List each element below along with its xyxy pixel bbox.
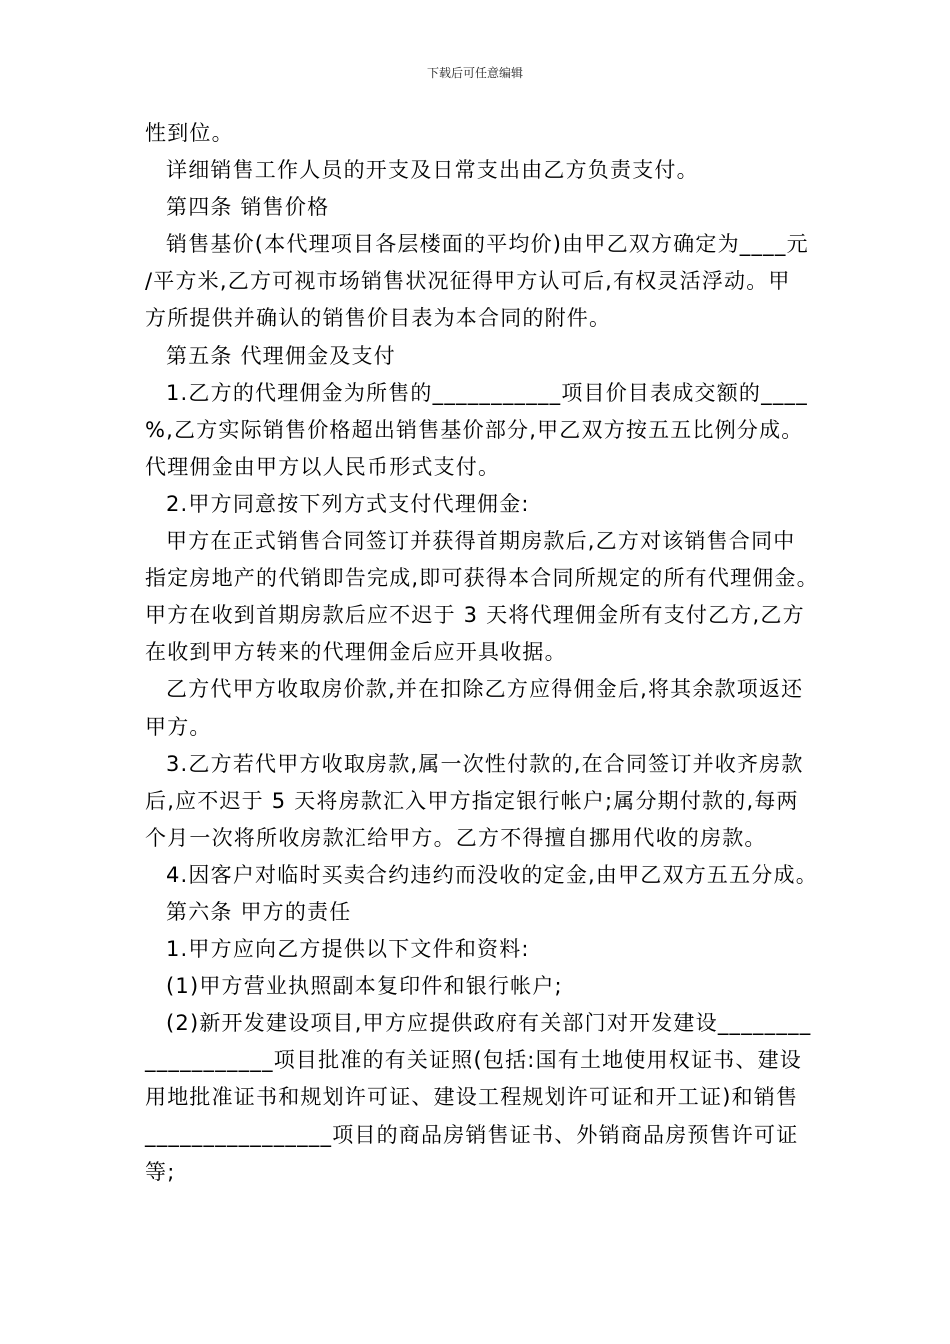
text-line: 在收到甲方转来的代理佣金后应开具收据。 — [145, 640, 567, 665]
text-line: 方所提供并确认的销售价目表为本合同的附件。 — [145, 306, 612, 331]
text-line: 用地批准证书和规划许可证、建设工程规划许可证和开工证)和销售 — [145, 1085, 799, 1110]
text-line: /平方米,乙方可视市场销售状况征得甲方认可后,有权灵活浮动。甲 — [145, 269, 791, 294]
text-line: 1.乙方的代理佣金为所售的___________项目价目表成交额的____ — [166, 380, 808, 405]
text-line: 甲方。 — [145, 714, 212, 739]
text-line: 指定房地产的代销即告完成,即可获得本合同所规定的所有代理佣金。 — [145, 566, 819, 591]
text-line: 4.因客户对临时买卖合约违约而没收的定金,由甲乙双方五五分成。 — [166, 862, 818, 887]
text-line: 后,应不迟于 5 天将房款汇入甲方指定银行帐户;属分期付款的,每两 — [145, 788, 799, 813]
text-line: 3.乙方若代甲方收取房款,属一次性付款的,在合同签订并收齐房款 — [166, 751, 804, 776]
section-heading: 第六条 甲方的责任 — [166, 899, 352, 924]
text-line: 甲方在收到首期房款后应不迟于 3 天将代理佣金所有支付乙方,乙方 — [145, 603, 805, 628]
text-line: ________________项目的商品房销售证书、外销商品房预售许可证 — [145, 1122, 799, 1147]
text-line: 详细销售工作人员的开支及日常支出由乙方负责支付。 — [166, 158, 699, 183]
text-line: 性到位。 — [145, 121, 234, 145]
text-line: 乙方代甲方收取房价款,并在扣除乙方应得佣金后,将其余款项返还 — [166, 677, 804, 702]
text-line: (2)新开发建设项目,甲方应提供政府有关部门对开发建设________ — [166, 1011, 812, 1036]
text-line: 1.甲方应向乙方提供以下文件和资料: — [166, 937, 530, 962]
text-line: ___________项目批准的有关证照(包括:国有土地使用权证书、建设 — [145, 1048, 802, 1073]
text-line: %,乙方实际销售价格超出销售基价部分,甲乙双方按五五比例分成。 — [145, 417, 804, 442]
text-line: 销售基价(本代理项目各层楼面的平均价)由甲乙双方确定为____元 — [166, 232, 809, 257]
text-line: 甲方在正式销售合同签订并获得首期房款后,乙方对该销售合同中 — [166, 529, 796, 554]
section-heading: 第五条 代理佣金及支付 — [166, 343, 396, 368]
text-line: 代理佣金由甲方以人民币形式支付。 — [145, 454, 501, 479]
text-line: (1)甲方营业执照副本复印件和银行帐户; — [166, 974, 563, 999]
text-line: 2.甲方同意按下列方式支付代理佣金: — [166, 491, 530, 516]
document-body — [145, 115, 819, 1191]
page-header: 下载后可任意编辑 — [426, 66, 523, 80]
text-line: 等; — [145, 1159, 176, 1184]
text-line: 个月一次将所收房款汇给甲方。乙方不得擅自挪用代收的房款。 — [145, 825, 767, 850]
section-heading: 第四条 销售价格 — [166, 195, 330, 220]
